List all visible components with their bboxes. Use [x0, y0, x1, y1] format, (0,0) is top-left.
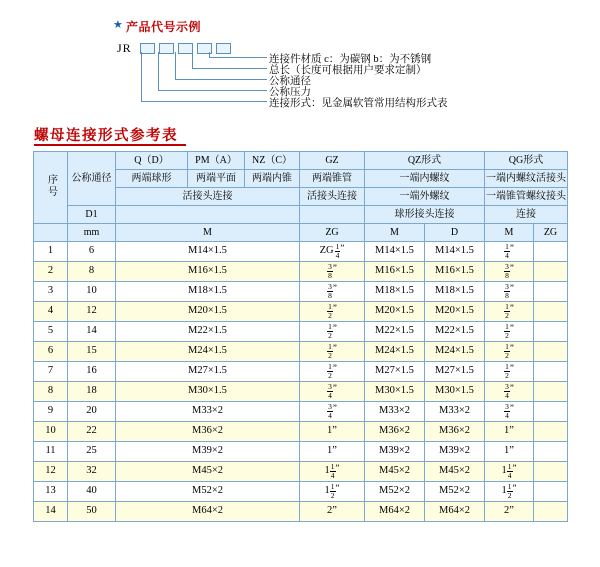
- cell-qd-pm-nz-m: M18×1.5: [116, 282, 300, 302]
- header-sub-m: M: [116, 224, 300, 242]
- page-title: 螺母连接形式参考表: [34, 128, 178, 144]
- cell-gz-zg: 1”: [300, 442, 365, 462]
- cell-qg-m: 1 $\frac{1}{2}$ ”: [485, 482, 534, 502]
- header-row2-qz: 一端内螺纹: [365, 170, 485, 188]
- header-sub-qz-m: M: [365, 224, 425, 242]
- cell-qg-m: 1 $\frac{1}{4}$ ”: [485, 462, 534, 482]
- cell-qd-pm-nz-m: M39×2: [116, 442, 300, 462]
- leader-line: [158, 52, 159, 90]
- cell-qd-pm-nz-m: M64×2: [116, 502, 300, 522]
- header-row2-qd: 两端球形: [116, 170, 188, 188]
- cell-gz-zg: $\frac{3}{4}$ ”: [300, 402, 365, 422]
- header-row2-gz: 两端锥管: [300, 170, 365, 188]
- nut-connection-table-wrap: [33, 151, 567, 522]
- leader-line: [209, 57, 267, 58]
- cell-gz-zg: $\frac{1}{2}$ ”: [300, 362, 365, 382]
- header-unit-mm: mm: [68, 224, 116, 242]
- cell-seq: 7: [34, 362, 68, 382]
- leader-line: [158, 90, 267, 91]
- legend-connection-form: 连接形式：见金属软管常用结构形式表: [269, 98, 448, 109]
- code-boxes: [140, 43, 231, 54]
- cell-qd-pm-nz-m: M20×1.5: [116, 302, 300, 322]
- cell-gz-zg: $\frac{1}{2}$ ”: [300, 302, 365, 322]
- table-row: [34, 322, 568, 342]
- cell-qd-pm-nz-m: M30×1.5: [116, 382, 300, 402]
- cell-qz-m: M45×2: [365, 462, 425, 482]
- cell-qz-d: M52×2: [425, 482, 485, 502]
- leader-line: [192, 68, 267, 69]
- cell-qz-d: M16×1.5: [425, 262, 485, 282]
- table-row: [34, 262, 568, 282]
- leader-line: [141, 52, 142, 101]
- cell-qz-m: M27×1.5: [365, 362, 425, 382]
- cell-seq: 12: [34, 462, 68, 482]
- cell-qz-m: M16×1.5: [365, 262, 425, 282]
- table-header-row-4: [34, 206, 568, 224]
- cell-qg-zg: [534, 502, 568, 522]
- header-sub-qz-d: D: [425, 224, 485, 242]
- header-seq: [34, 152, 68, 224]
- header-type-gz: GZ: [300, 152, 365, 170]
- cell-qg-zg: [534, 342, 568, 362]
- cell-qz-d: M27×1.5: [425, 362, 485, 382]
- leader-line: [175, 79, 267, 80]
- cell-qz-d: M33×2: [425, 402, 485, 422]
- table-header-row-1: [34, 152, 568, 170]
- header-sub-zg: ZG: [300, 224, 365, 242]
- header-row2-qg: 一端内螺纹活接头: [485, 170, 568, 188]
- cell-gz-zg: $\frac{3}{8}$ ”: [300, 282, 365, 302]
- cell-qz-d: M36×2: [425, 422, 485, 442]
- cell-qd-pm-nz-m: M16×1.5: [116, 262, 300, 282]
- header-row4-qg: 连接: [485, 206, 568, 224]
- cell-qg-m: $\frac{1}{2}$ ”: [485, 342, 534, 362]
- cell-qz-d: M39×2: [425, 442, 485, 462]
- table-row: [34, 482, 568, 502]
- table-row: [34, 502, 568, 522]
- cell-gz-zg: $\frac{3}{8}$ ”: [300, 262, 365, 282]
- cell-qg-zg: [534, 282, 568, 302]
- cell-qz-d: M20×1.5: [425, 302, 485, 322]
- header-row3-gz: 活接头连接: [300, 188, 365, 206]
- cell-qg-zg: [534, 262, 568, 282]
- cell-gz-zg: 1”: [300, 422, 365, 442]
- header-type-nz: NZ（C）: [245, 152, 300, 170]
- legend-total-length: 总长（长度可根据用户要求定制）: [269, 65, 427, 76]
- cell-seq: 2: [34, 262, 68, 282]
- cell-qg-m: $\frac{3}{4}$ ”: [485, 402, 534, 422]
- cell-nominal-bore: 16: [68, 362, 116, 382]
- cell-qz-d: M18×1.5: [425, 282, 485, 302]
- title-underline: [34, 144, 186, 146]
- table-row: [34, 302, 568, 322]
- header-row2-nz: 两端内锥: [245, 170, 300, 188]
- header-type-qd: Q（D）: [116, 152, 188, 170]
- legend-nominal-bore: 公称通径: [269, 76, 311, 87]
- cell-nominal-bore: 40: [68, 482, 116, 502]
- cell-seq: 9: [34, 402, 68, 422]
- cell-qg-m: $\frac{3}{4}$ ”: [485, 382, 534, 402]
- cell-qz-m: M20×1.5: [365, 302, 425, 322]
- cell-gz-zg: $\frac{1}{2}$ ”: [300, 342, 365, 362]
- cell-seq: 6: [34, 342, 68, 362]
- cell-qz-m: M22×1.5: [365, 322, 425, 342]
- cell-qd-pm-nz-m: M45×2: [116, 462, 300, 482]
- table-row: [34, 242, 568, 262]
- table-header-row-5: [34, 224, 568, 242]
- cell-qg-zg: [534, 362, 568, 382]
- cell-gz-zg: $\frac{3}{4}$ ”: [300, 382, 365, 402]
- cell-qg-m: $\frac{1}{2}$ ”: [485, 322, 534, 342]
- cell-nominal-bore: 25: [68, 442, 116, 462]
- cell-gz-zg: 1 $\frac{1}{2}$ ”: [300, 482, 365, 502]
- cell-nominal-bore: 10: [68, 282, 116, 302]
- header-row4-qz: 球形接头连接: [365, 206, 485, 224]
- cell-seq: 8: [34, 382, 68, 402]
- cell-qg-m: $\frac{3}{8}$ ”: [485, 262, 534, 282]
- cell-nominal-bore: 8: [68, 262, 116, 282]
- cell-qg-m: $\frac{3}{8}$ ”: [485, 282, 534, 302]
- header-type-pm: PM（A）: [188, 152, 245, 170]
- cell-nominal-bore: 18: [68, 382, 116, 402]
- header-type-qz: QZ形式: [365, 152, 485, 170]
- leader-line: [141, 101, 267, 102]
- cell-qd-pm-nz-m: M52×2: [116, 482, 300, 502]
- cell-qz-m: M14×1.5: [365, 242, 425, 262]
- cell-seq: 13: [34, 482, 68, 502]
- cell-seq: 10: [34, 422, 68, 442]
- header-seq-line1: 序号: [45, 174, 57, 198]
- cell-qg-zg: [534, 242, 568, 262]
- cell-qz-m: M36×2: [365, 422, 425, 442]
- cell-qg-zg: [534, 402, 568, 422]
- cell-qg-zg: [534, 462, 568, 482]
- cell-qd-pm-nz-m: M36×2: [116, 422, 300, 442]
- cell-qz-d: M45×2: [425, 462, 485, 482]
- code-box: [140, 43, 155, 54]
- header-row4-gz-blank: [300, 206, 365, 224]
- cell-nominal-bore: 32: [68, 462, 116, 482]
- cell-qz-d: M22×1.5: [425, 322, 485, 342]
- diagram-title: 产品代号示例: [126, 20, 202, 34]
- cell-qg-zg: [534, 442, 568, 462]
- cell-nominal-bore: 14: [68, 322, 116, 342]
- legend-nominal-pressure: 公称压力: [269, 87, 311, 98]
- cell-qg-m: 1”: [485, 422, 534, 442]
- table-row: [34, 282, 568, 302]
- star-icon: ★: [113, 19, 123, 31]
- cell-gz-zg: 2”: [300, 502, 365, 522]
- header-row3-qz: 一端外螺纹: [365, 188, 485, 206]
- cell-seq: 11: [34, 442, 68, 462]
- cell-gz-zg: $\frac{1}{2}$ ”: [300, 322, 365, 342]
- cell-qg-zg: [534, 382, 568, 402]
- table-row: [34, 462, 568, 482]
- cell-qd-pm-nz-m: M33×2: [116, 402, 300, 422]
- header-row2-pm: 两端平面: [188, 170, 245, 188]
- header-row4-blank: [116, 206, 300, 224]
- cell-nominal-bore: 6: [68, 242, 116, 262]
- leader-line: [192, 52, 193, 68]
- cell-qz-m: M33×2: [365, 402, 425, 422]
- code-box: [178, 43, 193, 54]
- cell-qd-pm-nz-m: M14×1.5: [116, 242, 300, 262]
- header-d1: D1: [68, 206, 116, 224]
- product-code-diagram: [0, 0, 600, 118]
- product-prefix: JR: [117, 41, 132, 55]
- cell-qd-pm-nz-m: M24×1.5: [116, 342, 300, 362]
- cell-nominal-bore: 20: [68, 402, 116, 422]
- cell-seq: 4: [34, 302, 68, 322]
- header-type-qg: QG形式: [485, 152, 568, 170]
- cell-gz-zg: ZG $\frac{1}{4}$ ”: [300, 242, 365, 262]
- cell-qz-m: M64×2: [365, 502, 425, 522]
- cell-qg-zg: [534, 302, 568, 322]
- cell-nominal-bore: 22: [68, 422, 116, 442]
- table-row: [34, 342, 568, 362]
- header-nominal-bore: 公称通径: [68, 152, 116, 206]
- cell-nominal-bore: 50: [68, 502, 116, 522]
- header-sub-qg-zg: ZG: [534, 224, 568, 242]
- cell-nominal-bore: 15: [68, 342, 116, 362]
- cell-qz-m: M24×1.5: [365, 342, 425, 362]
- header-row3-qg: 一端锥管螺纹接头: [485, 188, 568, 206]
- cell-qg-m: 2”: [485, 502, 534, 522]
- cell-qg-m: 1”: [485, 442, 534, 462]
- cell-qd-pm-nz-m: M22×1.5: [116, 322, 300, 342]
- cell-qg-m: $\frac{1}{4}$ ”: [485, 242, 534, 262]
- cell-qz-m: M52×2: [365, 482, 425, 502]
- cell-nominal-bore: 12: [68, 302, 116, 322]
- code-box: [159, 43, 174, 54]
- table-row: [34, 422, 568, 442]
- cell-qg-zg: [534, 322, 568, 342]
- cell-qd-pm-nz-m: M27×1.5: [116, 362, 300, 382]
- cell-qz-d: M30×1.5: [425, 382, 485, 402]
- table-row: [34, 382, 568, 402]
- table-row: [34, 442, 568, 462]
- header-row3-left: 活接头连接: [116, 188, 300, 206]
- cell-qz-m: M39×2: [365, 442, 425, 462]
- cell-qg-zg: [534, 422, 568, 442]
- cell-qz-d: M14×1.5: [425, 242, 485, 262]
- table-row: [34, 362, 568, 382]
- table-row: [34, 402, 568, 422]
- cell-qz-m: M30×1.5: [365, 382, 425, 402]
- legend-material: 连接件材质 c：为碳钢 b：为不锈钢: [269, 54, 432, 65]
- cell-qg-m: $\frac{1}{2}$ ”: [485, 302, 534, 322]
- cell-qg-zg: [534, 482, 568, 502]
- nut-connection-table: [33, 151, 568, 522]
- header-sub-qg-m: M: [485, 224, 534, 242]
- cell-qg-m: $\frac{1}{2}$ ”: [485, 362, 534, 382]
- header-unit-seq-blank: [34, 224, 68, 242]
- cell-seq: 3: [34, 282, 68, 302]
- cell-qz-d: M64×2: [425, 502, 485, 522]
- leader-line: [175, 52, 176, 79]
- cell-seq: 1: [34, 242, 68, 262]
- table-body: [34, 242, 568, 522]
- code-box: [216, 43, 231, 54]
- cell-gz-zg: 1 $\frac{1}{4}$ ”: [300, 462, 365, 482]
- cell-seq: 14: [34, 502, 68, 522]
- cell-qz-d: M24×1.5: [425, 342, 485, 362]
- cell-qz-m: M18×1.5: [365, 282, 425, 302]
- cell-seq: 5: [34, 322, 68, 342]
